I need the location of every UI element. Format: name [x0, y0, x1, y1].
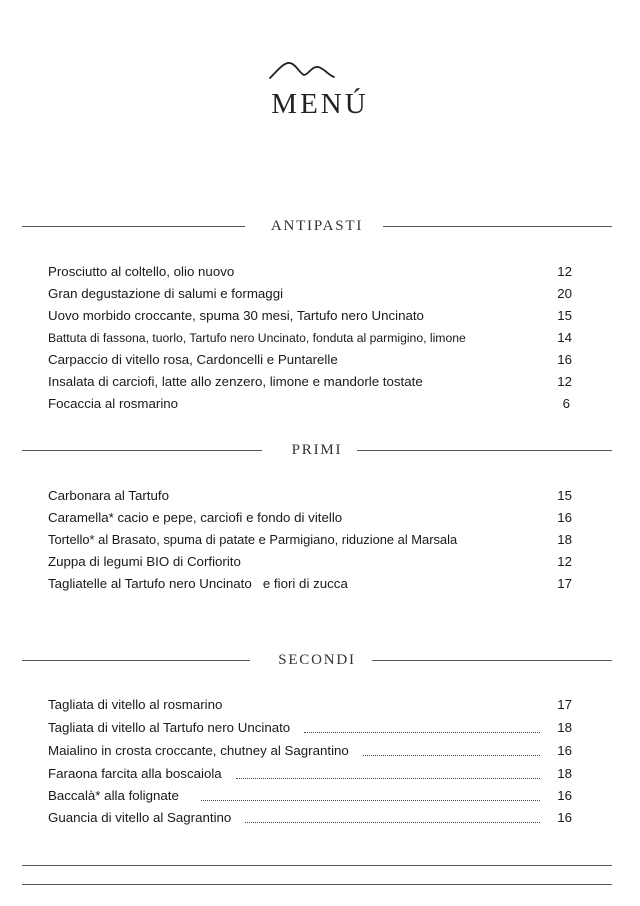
item-price: 17	[557, 576, 572, 591]
item-price: 16	[557, 788, 572, 803]
section-header-antipasti	[22, 216, 612, 236]
mountain-logo-icon	[268, 58, 336, 82]
item-price: 15	[557, 308, 572, 323]
item-name: Focaccia al rosmarino	[48, 396, 179, 411]
item-name: Zuppa di legumi BIO di Corfiorito	[48, 554, 241, 569]
secondi-list	[48, 694, 572, 829]
item-price: 12	[557, 264, 572, 279]
menu-item	[48, 785, 572, 807]
divider	[22, 884, 612, 885]
dot-leader	[201, 800, 540, 801]
menu-item	[48, 807, 572, 829]
section-title: PRIMI	[291, 442, 343, 458]
menu-item	[48, 551, 572, 573]
item-price: 12	[557, 554, 572, 569]
menu-item	[48, 261, 572, 283]
divider	[22, 865, 612, 866]
primi-list	[48, 485, 572, 595]
item-price: 16	[557, 810, 572, 825]
section-title: ANTIPASTI	[270, 218, 364, 234]
menu-item	[48, 305, 572, 327]
menu-item	[48, 740, 572, 763]
item-name: Caramella* cacio e pepe, carciofi e fondo di vitello	[48, 510, 343, 525]
item-name: Tagliata di vitello al rosmarino	[48, 697, 223, 712]
item-price: 14	[557, 330, 572, 345]
item-price: 6	[562, 396, 570, 411]
section-header-secondi	[22, 650, 612, 670]
item-price: 18	[557, 532, 572, 547]
menu-item	[48, 283, 572, 305]
item-price: 16	[557, 743, 572, 758]
item-name: Baccalà* alla folignate	[48, 788, 179, 803]
menu-item	[48, 573, 572, 595]
menu-item	[48, 327, 572, 349]
menu-item	[48, 371, 572, 393]
dot-leader	[245, 822, 540, 823]
item-price: 20	[557, 286, 572, 301]
item-price: 18	[557, 766, 572, 781]
item-name: Uovo morbido croccante, spuma 30 mesi, Tartufo nero Uncinato	[48, 308, 424, 323]
menu-item	[48, 393, 572, 415]
item-price: 16	[557, 352, 572, 367]
item-name: Tagliata di vitello al Tartufo nero Uncinato	[48, 720, 291, 735]
menu-item	[48, 717, 572, 740]
menu-item	[48, 763, 572, 785]
menu-item	[48, 507, 572, 529]
item-name: Carbonara al Tartufo	[48, 488, 169, 503]
item-name: Prosciutto al coltello, olio nuovo	[48, 264, 235, 279]
section-header-primi	[22, 440, 612, 460]
menu-title: MENÚ	[271, 88, 369, 120]
item-name: Faraona farcita alla boscaiola	[48, 766, 222, 781]
menu-item	[48, 694, 572, 717]
item-name: Maialino in crosta croccante, chutney al Sagrantino	[48, 743, 349, 758]
antipasti-list	[48, 261, 572, 415]
item-name: Battuta di fassona, tuorlo, Tartufo nero Uncinato, fonduta al parmigino, limone	[48, 331, 466, 345]
menu-item	[48, 529, 572, 551]
item-price: 18	[557, 720, 572, 735]
dot-leader	[363, 755, 540, 756]
item-name: Gran degustazione di salumi e formaggi	[48, 286, 284, 301]
item-name: Carpaccio di vitello rosa, Cardoncelli e Puntarelle	[48, 352, 338, 367]
dot-leader	[304, 732, 540, 733]
item-price: 17	[557, 697, 572, 712]
item-price: 16	[557, 510, 572, 525]
item-name: Guancia di vitello al Sagrantino	[48, 810, 232, 825]
item-name: Insalata di carciofi, latte allo zenzero, limone e mandorle tostate	[48, 374, 423, 389]
menu-item	[48, 349, 572, 371]
item-name: Tagliatelle al Tartufo nero Uncinato e fiori di zucca	[48, 576, 348, 591]
section-title: SECONDI	[278, 652, 356, 668]
item-price: 12	[557, 374, 572, 389]
item-price: 15	[557, 488, 572, 503]
menu-item	[48, 485, 572, 507]
item-name: Tortello* al Brasato, spuma di patate e Parmigiano, riduzione al Marsala	[48, 532, 458, 547]
dot-leader	[236, 778, 540, 779]
